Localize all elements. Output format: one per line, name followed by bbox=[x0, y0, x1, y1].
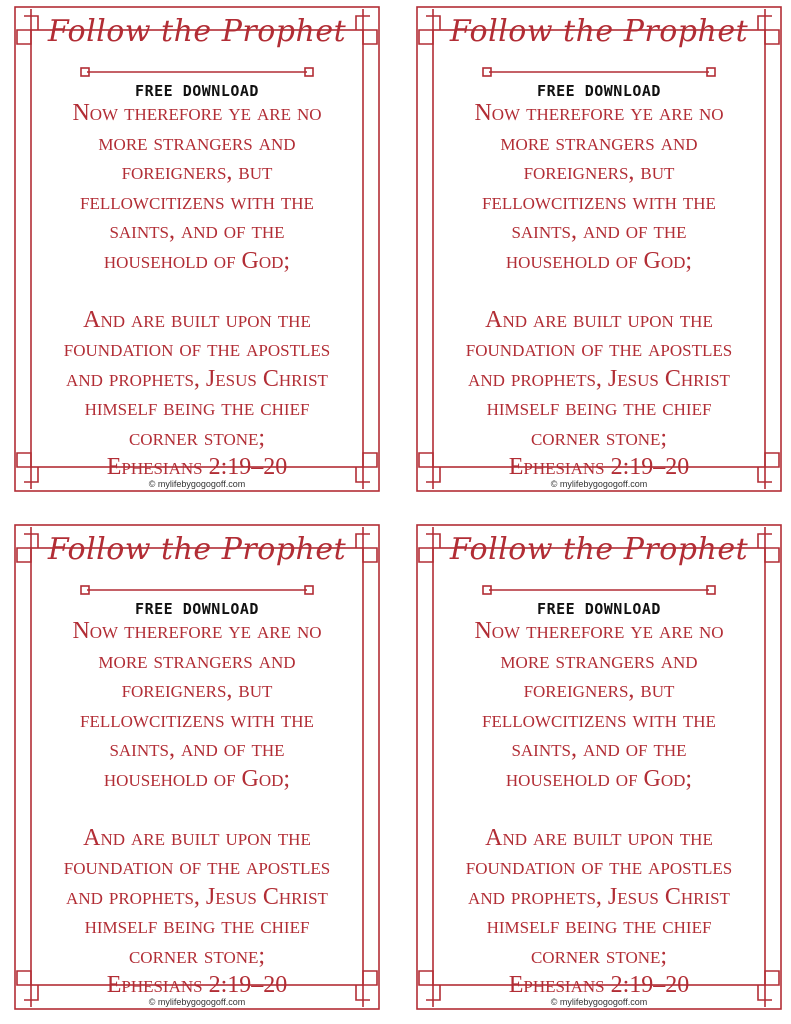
scripture-verse bbox=[14, 617, 380, 1001]
verse-line: household of God; bbox=[505, 247, 693, 274]
verse-card bbox=[14, 524, 380, 1010]
scripture-verse bbox=[416, 617, 782, 1001]
free-download-label: FREE DOWNLOAD bbox=[537, 82, 661, 100]
verse-line: more strangers and bbox=[98, 129, 296, 156]
verse-line: fellowcitizens with the bbox=[482, 706, 716, 733]
verse-line: more strangers and bbox=[500, 647, 698, 674]
verse-line: corner stone; bbox=[128, 942, 266, 969]
verse-line: saints, and of the bbox=[511, 736, 687, 762]
verse-line: corner stone; bbox=[128, 424, 266, 451]
verse-line: corner stone; bbox=[530, 942, 668, 969]
verse-line: himself being the chief bbox=[84, 395, 310, 421]
verse-line: Now therefore ye are no bbox=[72, 100, 322, 126]
free-download-label: FREE DOWNLOAD bbox=[135, 82, 259, 100]
verse-line: household of God; bbox=[103, 765, 291, 792]
verse-line: foundation of the apostles bbox=[465, 336, 733, 362]
verse-card bbox=[14, 6, 380, 492]
verse-line: fellowcitizens with the bbox=[80, 706, 314, 733]
verse-line: household of God; bbox=[103, 247, 291, 274]
verse-line: saints, and of the bbox=[109, 218, 285, 244]
verse-line: fellowcitizens with the bbox=[482, 188, 716, 215]
verse-line: fellowcitizens with the bbox=[80, 188, 314, 215]
verse-line: and prophets, Jesus Christ bbox=[66, 883, 328, 910]
verse-line: and prophets, Jesus Christ bbox=[468, 883, 730, 910]
free-download-label: FREE DOWNLOAD bbox=[135, 600, 259, 618]
verse-line: corner stone; bbox=[530, 424, 668, 451]
verse-line: household of God; bbox=[505, 765, 693, 792]
verse-line: foreigners, but bbox=[523, 159, 675, 185]
verse-line: Now therefore ye are no bbox=[474, 100, 724, 126]
free-download-label: FREE DOWNLOAD bbox=[537, 600, 661, 618]
verse-line: Now therefore ye are no bbox=[72, 618, 322, 644]
verse-line: Now therefore ye are no bbox=[474, 618, 724, 644]
verse-line: foreigners, but bbox=[121, 159, 273, 185]
verse-spacer bbox=[14, 794, 380, 824]
verse-line: more strangers and bbox=[500, 129, 698, 156]
verse-line: foundation of the apostles bbox=[465, 854, 733, 880]
verse-card bbox=[416, 524, 782, 1010]
verse-reference: Ephesians 2:19–20 bbox=[106, 454, 288, 480]
card-title: Follow the Prophet bbox=[47, 14, 347, 49]
verse-spacer bbox=[416, 794, 782, 824]
card-title: Follow the Prophet bbox=[449, 14, 749, 49]
verse-line: foundation of the apostles bbox=[63, 854, 331, 880]
verse-line: And are built upon the bbox=[83, 306, 311, 333]
verse-spacer bbox=[416, 276, 782, 306]
scripture-verse bbox=[416, 99, 782, 483]
verse-line: and prophets, Jesus Christ bbox=[468, 365, 730, 392]
scripture-verse bbox=[14, 99, 380, 483]
verse-reference: Ephesians 2:19–20 bbox=[508, 454, 690, 480]
website-credit: © mylifebygogogoff.com bbox=[148, 997, 246, 1007]
website-credit: © mylifebygogogoff.com bbox=[148, 479, 246, 489]
verse-line: foreigners, but bbox=[121, 677, 273, 703]
verse-reference: Ephesians 2:19–20 bbox=[106, 972, 288, 998]
card-title: Follow the Prophet bbox=[449, 532, 749, 567]
verse-line: saints, and of the bbox=[109, 736, 285, 762]
verse-line: And are built upon the bbox=[485, 306, 713, 333]
verse-line: foundation of the apostles bbox=[63, 336, 331, 362]
verse-line: himself being the chief bbox=[486, 913, 712, 939]
website-credit: © mylifebygogogoff.com bbox=[550, 479, 648, 489]
verse-line: And are built upon the bbox=[83, 824, 311, 851]
website-credit: © mylifebygogogoff.com bbox=[550, 997, 648, 1007]
verse-card bbox=[416, 6, 782, 492]
verse-spacer bbox=[14, 276, 380, 306]
card-title: Follow the Prophet bbox=[47, 532, 347, 567]
verse-line: himself being the chief bbox=[486, 395, 712, 421]
verse-reference: Ephesians 2:19–20 bbox=[508, 972, 690, 998]
verse-line: himself being the chief bbox=[84, 913, 310, 939]
verse-line: more strangers and bbox=[98, 647, 296, 674]
verse-line: And are built upon the bbox=[485, 824, 713, 851]
verse-line: foreigners, but bbox=[523, 677, 675, 703]
verse-line: and prophets, Jesus Christ bbox=[66, 365, 328, 392]
verse-line: saints, and of the bbox=[511, 218, 687, 244]
